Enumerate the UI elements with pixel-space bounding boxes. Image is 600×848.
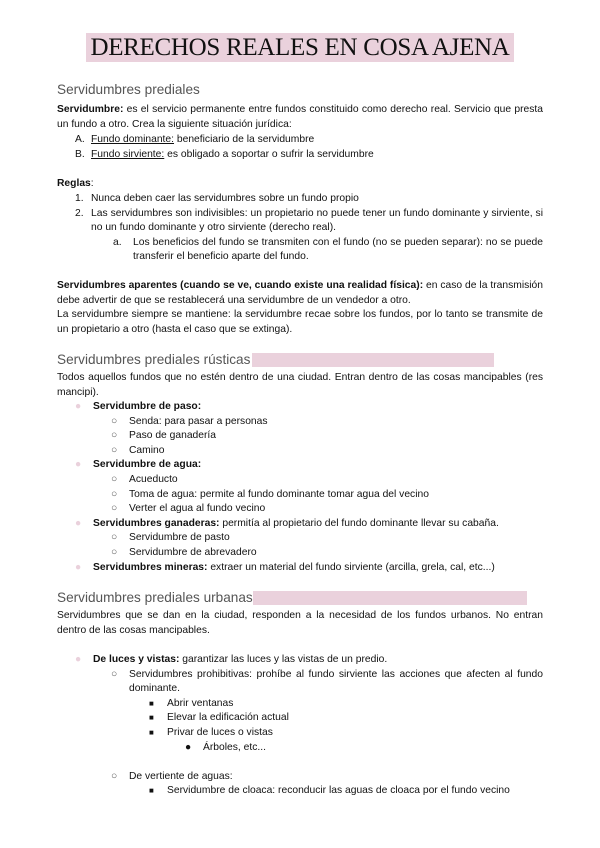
- square-item: [75, 711, 543, 726]
- rules-colon: :: [90, 178, 94, 189]
- sub-item: [75, 502, 543, 517]
- bullet-term: Servidumbres ganaderas:: [93, 517, 220, 529]
- sub-item: [75, 415, 543, 430]
- square-text: Privar de luces o vistas: [167, 726, 273, 738]
- sub-item: [75, 668, 543, 697]
- subrule-text: Los beneficios del fundo se transmiten con el fundo (no se pueden separar): no se puede transferir el beneficio aparte del fundo.: [133, 236, 543, 263]
- fundo-list: [75, 133, 535, 162]
- bullet-icon: ●: [75, 517, 82, 529]
- bullet-text: permitía al propietario del fundo dominante llevar su cabaña.: [219, 517, 499, 529]
- bullet-item: [75, 458, 543, 473]
- list-term: Fundo dominante:: [91, 134, 175, 145]
- rules-label: [57, 177, 543, 192]
- bullet-icon: ●: [75, 401, 82, 412]
- sub-item: [75, 531, 543, 546]
- bullet-item: [75, 561, 543, 576]
- circle-bullet-icon: ○: [111, 415, 118, 427]
- list-marker: a.: [113, 236, 122, 248]
- square-text: Elevar la edificación actual: [167, 712, 289, 724]
- definition-text: es el servicio permanente entre fundos constituido como derecho real. Servicio que presta un fundo a otro. Crea la siguiente situación jurídica:: [57, 104, 543, 130]
- definition-term: Servidumbre:: [57, 104, 124, 115]
- sub-text: Senda: para pasar a personas: [129, 415, 268, 427]
- square-text: Servidumbre de cloaca: reconducir las aguas de cloaca por el fundo vecino: [167, 785, 510, 797]
- bullet-term: Servidumbre de agua:: [93, 459, 202, 471]
- bullet-item: [75, 517, 543, 532]
- rules-label-text: Reglas: [57, 178, 91, 189]
- sub-text: Servidumbre de pasto: [129, 532, 230, 544]
- rusticas-intro: Todos aquellos fundos que no estén dentro de una ciudad. Entran dentro de las cosas mancipables (res mancipi).: [57, 372, 543, 398]
- subrule-item: [97, 236, 543, 265]
- sub-item: [75, 546, 543, 561]
- heading-highlight: [253, 591, 527, 605]
- square-item: [75, 697, 543, 712]
- circle-bullet-icon: ○: [111, 488, 118, 500]
- rule-item: [75, 192, 543, 207]
- list-item: [75, 148, 535, 163]
- sub-item: [75, 429, 543, 444]
- list-marker: A.: [75, 134, 85, 145]
- list-marker: 2.: [75, 207, 84, 219]
- sub-item: [75, 444, 543, 459]
- circle-bullet-icon: ○: [111, 430, 118, 442]
- heading-servidumbres-prediales: Servidumbres prediales: [57, 82, 200, 97]
- dot-bullet-icon: ●: [185, 741, 192, 753]
- document-title: DERECHOS REALES EN COSA AJENA: [0, 34, 600, 62]
- bullet-icon: ●: [75, 459, 82, 471]
- list-item: [75, 133, 535, 148]
- sub-text: Camino: [129, 444, 165, 456]
- sub-text: Acueducto: [129, 473, 178, 485]
- bullet-icon: ●: [75, 654, 82, 665]
- bullet-term: Servidumbre de paso:: [93, 401, 202, 412]
- sub-item: [75, 770, 543, 785]
- circle-bullet-icon: ○: [111, 473, 118, 485]
- apparent-paragraph: [57, 279, 543, 337]
- apparent-text: en caso de la transmisión debe advertir de que se restablecerá una servidumbre de un vendedor a otro.: [57, 280, 543, 306]
- bullet-text: garantizar las luces y las vistas de un predio.: [179, 654, 388, 665]
- rule-text: Nunca deben caer las servidumbres sobre un fundo propio: [91, 193, 359, 204]
- bullet-item: [75, 653, 543, 668]
- circle-bullet-icon: ○: [111, 532, 118, 544]
- bullet-term: Servidumbres mineras:: [93, 561, 208, 573]
- deep-text: Árboles, etc...: [203, 741, 266, 753]
- deep-item: [75, 741, 543, 756]
- heading-rusticas: Servidumbres prediales rústicas: [57, 352, 251, 367]
- square-bullet-icon: ■: [149, 786, 154, 796]
- definition-paragraph: [57, 103, 543, 132]
- sub-item: [75, 488, 543, 503]
- apparent-term: Servidumbres aparentes (cuando se ve, cuando existe una realidad física):: [57, 280, 424, 291]
- sub-item: [75, 473, 543, 488]
- circle-bullet-icon: ○: [111, 503, 118, 515]
- maintain-text: La servidumbre siempre se mantiene: la servidumbre recae sobre los fundos, por lo tanto se transmite de un propietario a otro (hasta el caso que se extinga).: [57, 309, 543, 335]
- list-marker: 1.: [75, 193, 84, 204]
- rule-item: [75, 207, 543, 236]
- circle-bullet-icon: ○: [111, 444, 118, 456]
- circle-bullet-icon: ○: [111, 668, 118, 680]
- sub-text: Toma de agua: permite al fundo dominante tomar agua del vecino: [129, 488, 429, 500]
- circle-bullet-icon: ○: [111, 770, 118, 782]
- sub-text: Paso de ganadería: [129, 430, 217, 442]
- bullet-item: [75, 400, 543, 415]
- bullet-text: extraer un material del fundo sirviente (arcilla, grela, cal, etc...): [207, 561, 495, 573]
- bullet-icon: ●: [75, 561, 82, 573]
- square-bullet-icon: ■: [149, 713, 154, 723]
- sub-text: Servidumbres prohibitivas: prohíbe al fundo sirviente las acciones que afecten al fundo dominante.: [129, 668, 543, 695]
- heading-highlight: [252, 353, 494, 367]
- urbanas-intro: Servidumbres que se dan en la ciudad, responden a la necesidad de los fundos urbanos. No entran dentro de las cosas mancipables.: [57, 610, 543, 636]
- heading-urbanas: Servidumbres prediales urbanas: [57, 590, 253, 605]
- list-marker: B.: [75, 148, 85, 160]
- square-item: [75, 726, 543, 741]
- square-bullet-icon: ■: [149, 698, 154, 708]
- sub-text: Servidumbre de abrevadero: [129, 546, 257, 558]
- rusticas-list: [75, 400, 543, 575]
- square-bullet-icon: ■: [149, 727, 154, 737]
- rule-text: Las servidumbres son indivisibles: un propietario no puede tener un fundo dominante y sirviente, si no un fundo dominante y otro sirviente (derecho real).: [91, 207, 543, 234]
- rules-list: [75, 192, 543, 265]
- circle-bullet-icon: ○: [111, 546, 118, 558]
- urbanas-list: [75, 653, 543, 799]
- list-text: beneficiario de la servidumbre: [174, 134, 315, 145]
- list-term: Fundo sirviente:: [91, 148, 165, 160]
- sub-text: Verter el agua al fundo vecino: [129, 503, 266, 515]
- square-text: Abrir ventanas: [167, 697, 234, 709]
- list-text: es obligado a soportar o sufrir la servidumbre: [164, 148, 374, 160]
- sub-text: De vertiente de aguas:: [129, 770, 233, 782]
- square-item: [75, 784, 543, 799]
- bullet-term: De luces y vistas:: [93, 654, 180, 665]
